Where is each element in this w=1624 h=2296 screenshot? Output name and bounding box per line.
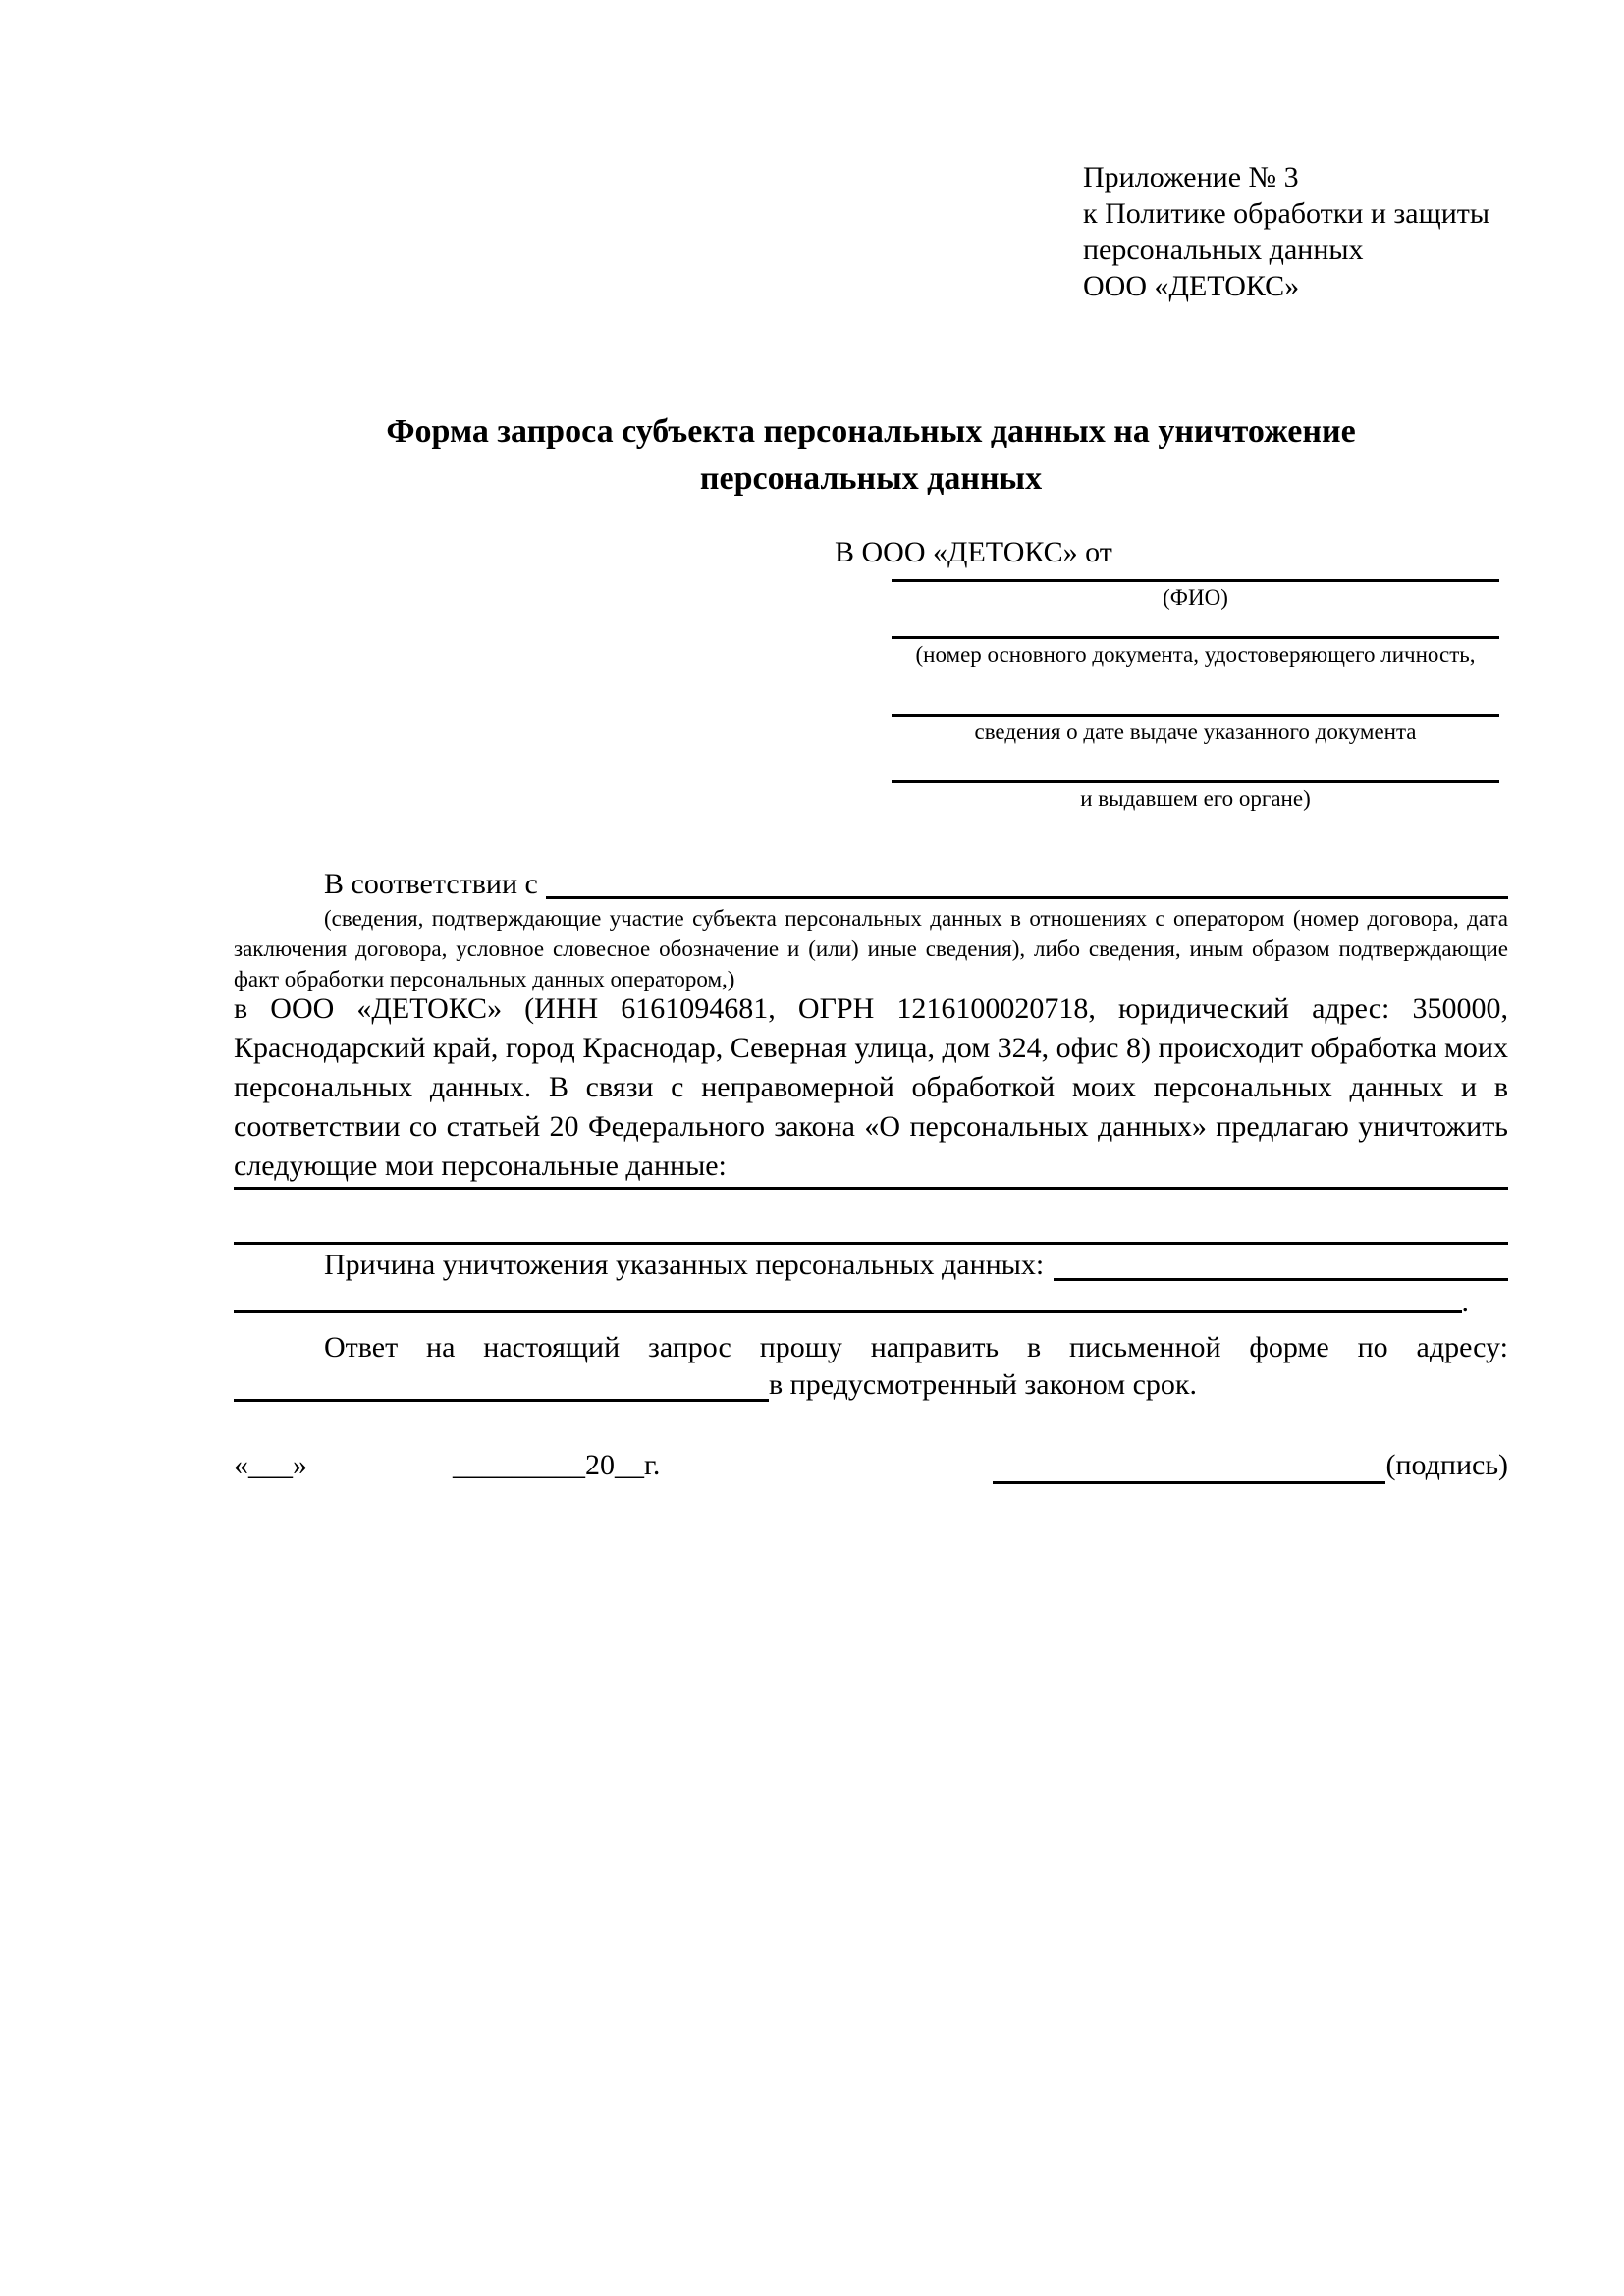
title-line-2: персональных данных — [699, 460, 1043, 497]
issuing-authority-caption: и выдавшем его органе) — [1080, 786, 1311, 811]
title-line-1: Форма запроса субъекта персональных данных на уничтожение — [386, 413, 1356, 450]
date-day-blank: «___» — [234, 1449, 307, 1481]
field-issue-date — [892, 667, 1499, 745]
signature-block — [993, 1449, 1508, 1488]
header-right-line: персональных данных — [1083, 234, 1364, 266]
header-right-line: ООО «ДЕТОКС» — [1083, 270, 1300, 302]
field-fio — [892, 550, 1499, 611]
addressee-fields — [892, 550, 1499, 812]
header-right-line: Приложение № 3 — [1083, 161, 1299, 193]
reason-continuation-row — [234, 1284, 1508, 1317]
date-signature-row — [234, 1449, 1508, 1488]
date-blank — [234, 1449, 660, 1488]
address-fill-line — [234, 1368, 769, 1402]
body-section — [234, 989, 1508, 1488]
document-number-fill-line — [892, 611, 1499, 639]
main-paragraph: в ООО «ДЕТОКС» (ИНН 6161094681, ОГРН 1216100020718, юридический адрес: 350000, Краснодарский край, город Краснодар, Северная улица, дом 324, офис 8) происходит обработка моих персональных данных. В связи с неправомерной обработкой моих персональных данных и в соответствии со статьей 20 Федерального закона «О персональных данных» предлагаю уничтожить следующие мои персональные данные: — [234, 992, 1508, 1182]
reason-fill-line-1 — [1054, 1249, 1508, 1281]
issue-date-caption: сведения о дате выдаче указанного документа — [974, 720, 1417, 744]
personal-data-fill-line-1 — [234, 1187, 1508, 1190]
accordance-note: (сведения, подтверждающие участие субъекта персональных данных в отношениях с оператором (номер договора, дата заключения договора, условное словесное обозначение и (или) иные сведения), либо сведения, иным образом подтверждающие факт обработки персональных данных оператором,) — [234, 906, 1508, 991]
reason-line-period: . — [1461, 1286, 1469, 1318]
signature-fill-line — [993, 1449, 1385, 1484]
header-right-line: к Политике обработки и защиты — [1083, 197, 1490, 230]
personal-data-fill-line-2 — [234, 1242, 1508, 1245]
reason-row — [234, 1249, 1508, 1284]
response-sentence: Ответ на настоящий запрос прошу направить в письменной форме по адресу: — [324, 1331, 1508, 1363]
document-number-caption: (номер основного документа, удостоверяющего личность, — [915, 642, 1476, 667]
accordance-prefix: В соответствии с — [324, 868, 538, 900]
issuing-authority-fill-line — [892, 745, 1499, 783]
fio-fill-line — [892, 550, 1499, 582]
signature-caption: (подпись) — [1385, 1449, 1508, 1481]
reason-fill-line-2 — [234, 1284, 1462, 1313]
accordance-section — [234, 868, 1508, 994]
response-address-row — [234, 1368, 1508, 1406]
fio-caption: (ФИО) — [1163, 585, 1228, 610]
field-document-number — [892, 611, 1499, 667]
response-suffix: в предусмотренный законом срок. — [769, 1368, 1197, 1401]
reason-label: Причина уничтожения указанных персональных данных: — [324, 1249, 1045, 1281]
accordance-fill-line — [546, 868, 1508, 899]
issue-date-fill-line — [892, 667, 1499, 717]
addressee-to-line: В ООО «ДЕТОКС» от — [835, 536, 1112, 568]
accordance-row — [234, 868, 1508, 903]
date-month-year-blank: _________20__г. — [453, 1449, 661, 1481]
header-right-block — [1083, 159, 1489, 304]
field-issuing-authority — [892, 745, 1499, 812]
document-title — [234, 408, 1508, 503]
